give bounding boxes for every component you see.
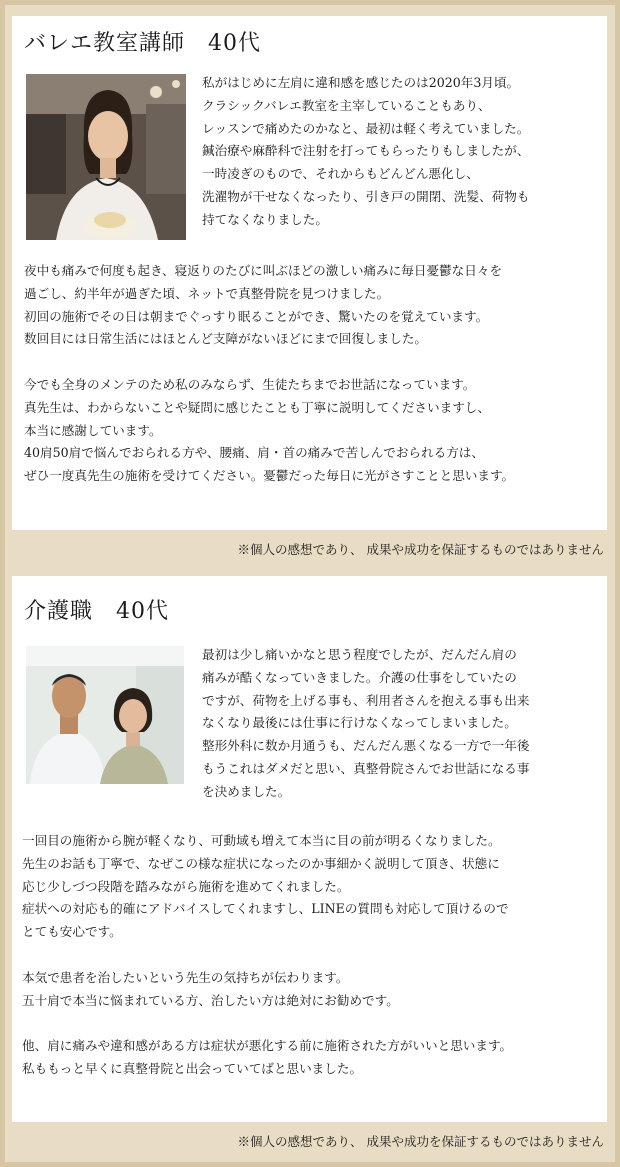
testimonial-card: [12, 16, 607, 530]
testimonial-title: 介護職 40代: [24, 599, 169, 624]
testimonial-intro: 最初は少し痛いかなと思う程度でしたが、だんだん肩の 痛みが酷くなっていきました。介護の仕事をしていたの ですが、荷物を上げる事も、利用者さんを抱える事も出来 なくなり最後には仕事に行けなくなってしまいました。 整形外科に数か月通うも、だんだん悪くなる一方で一年後 もうこれはダメだと思い、真整骨院さんでお世話になる事 を決めました。: [202, 647, 530, 799]
testimonial-card: [12, 576, 607, 1122]
testimonial-body: 一回目の施術から腕が軽くなり、可動域も増えて本当に目の前が明るくなりました。 先生のお話も丁寧で、なぜこの様な症状になったのか事細かく説明して頂き、状態に 応じ少しづつ段階を踏みながら施術を進めてくれました。 症状への対応も的確にアドバイスしてくれますし、LINEの質問も対応して頂けるので とても安心です。 本気で患者を治したいという先生の気持ちが伝わります。 五十肩で本当に悩まれている方、治したい方は絶対にお勧めです。 他、肩に痛みや違和感がある方は症状が悪化する前に施術された方がいいと思います。 私ももっと早くに真整骨院と出会っていてばと思いました。: [22, 833, 513, 1076]
disclaimer: ※個人の感想であり、 成果や成功を保証するものではありません: [237, 1134, 604, 1149]
disclaimer: ※個人の感想であり、 成果や成功を保証するものではありません: [237, 542, 604, 557]
testimonial-intro: 私がはじめに左肩に違和感を感じたのは2020年3月頃。 クラシックバレエ教室を主宰していることもあり、 レッスンで痛めたのかなと、最初は軽く考えていました。 鍼治療や麻酔科で注射を打ってもらったりもしましたが、 一時凌ぎのもので、それからもどんどん悪化し、 洗濯物が干せなくなったり、引き戸の開閉、洗髪、荷物も 持てなくなりました。: [202, 75, 530, 227]
customer-photo: [26, 74, 186, 240]
testimonial-title: バレエ教室講師 40代: [24, 31, 261, 56]
customer-photo: [26, 646, 184, 784]
testimonial-body: 夜中も痛みで何度も起き、寝返りのたびに叫ぶほどの激しい痛みに毎日憂鬱な日々を 過ごし、約半年が過ぎた頃、ネットで真整骨院を見つけました。 初回の施術でその日は朝までぐっすり眠ることができ、驚いたのを覚えています。 数回目には日常生活にはほとんど支障がないほどにまで回復しました。 今でも全身のメンテのため私のみならず、生徒たちまでお世話になっています。 真先生は、わからないことや疑問に感じたことも丁寧に説明してくださいますし、 本当に感謝しています。 40肩50肩で悩んでおられる方や、腰痛、肩・首の痛みで苦しんでおられる方は、 ぜひ一度真先生の施術を受けてください。憂鬱だった毎日に光がさすことと思います。: [24, 263, 515, 484]
